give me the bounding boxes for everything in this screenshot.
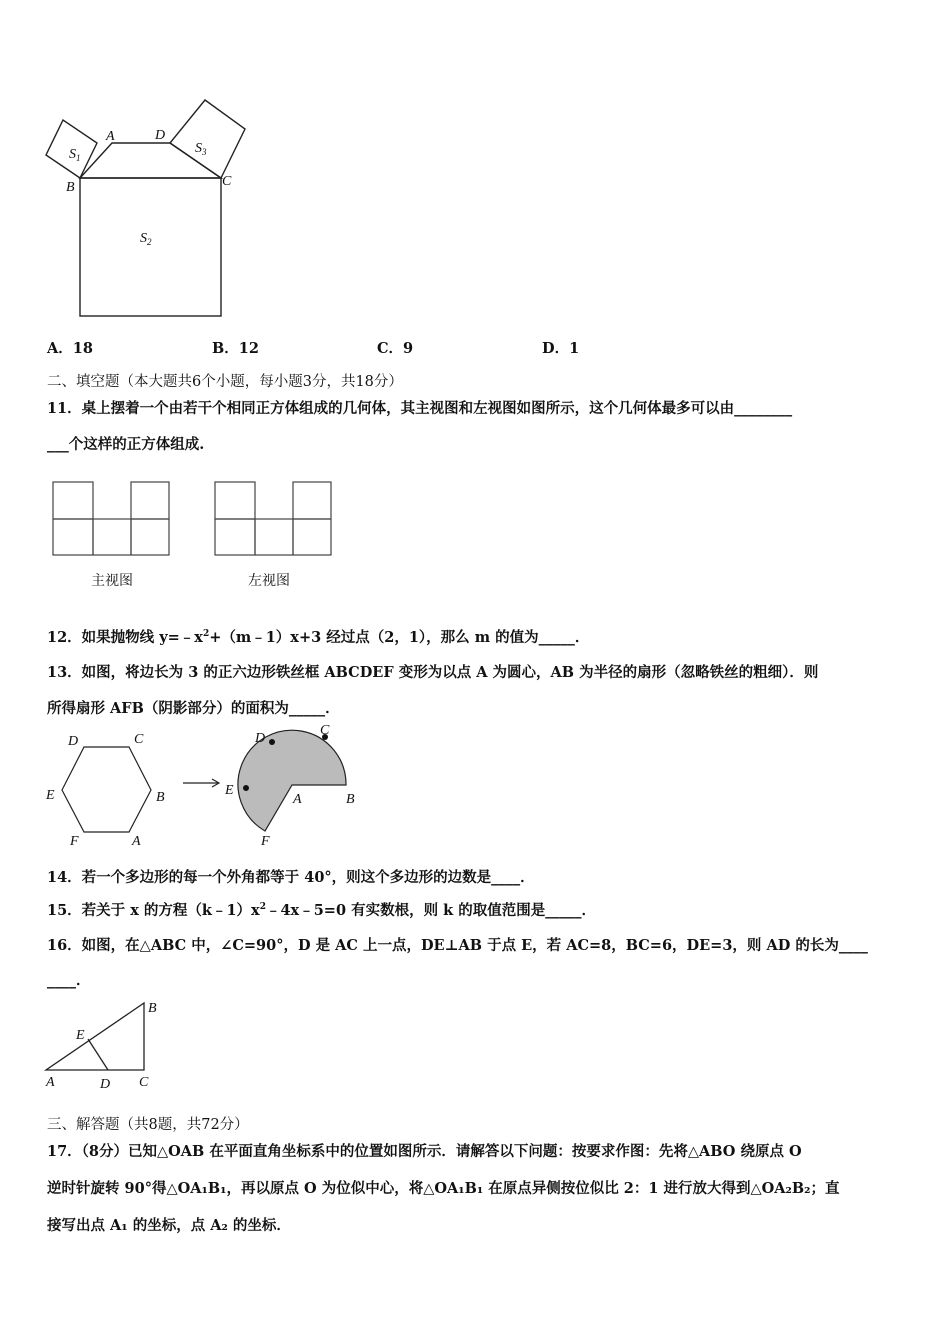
- svg-text:C: C: [320, 725, 330, 738]
- svg-text:C: C: [134, 732, 144, 747]
- segment-de: [88, 1039, 108, 1070]
- q10-option-c: C．9: [377, 340, 414, 357]
- svg-text:D: D: [100, 1077, 111, 1092]
- q16-line2: ____．: [47, 972, 91, 989]
- q10-option-a: A．18: [47, 340, 93, 357]
- svg-text:E: E: [76, 1028, 85, 1043]
- q10-option-b: B．12: [212, 340, 259, 357]
- caption-left-view: 左视图: [248, 574, 290, 589]
- label-B: B: [66, 180, 75, 195]
- svg-text:F: F: [70, 834, 79, 849]
- square-s2: [80, 178, 221, 316]
- triangle-abc: [46, 1003, 144, 1070]
- q11-line1: 11．桌上摆着一个由若干个相同正方体组成的几何体，其主视图和左视图如图所示，这个几何体最多可以由________: [47, 400, 793, 417]
- svg-text:A: A: [46, 1075, 55, 1090]
- svg-text:F: F: [261, 834, 270, 849]
- q13-line2: 所得扇形 AFB（阴影部分）的面积为_____．: [47, 700, 340, 717]
- label-A: A: [106, 129, 115, 144]
- q12-text: 12．如果抛物线 $y=﹣x^2+(m﹣1)x+3$ 经过点（2，1），那么 m 的值为_____．: [47, 629, 590, 646]
- q17-line3: 接写出点 A₁ 的坐标，点 A₂ 的坐标．: [47, 1217, 291, 1234]
- label-D: D: [155, 128, 166, 143]
- q17-line1: 17．（8分）已知△OAB 在平面直角坐标系中的位置如图所示．请解答以下问题：按要求作图：先将△ABO 绕原点 O: [47, 1143, 802, 1160]
- hexagon: [62, 747, 151, 832]
- q17-line2: 逆时针旋转 90°得△OA₁B₁，再以原点 O 为位似中心，将△OA₁B₁ 在原点异侧按位似比 2：1 进行放大得到△OA₂B₂；直: [47, 1180, 840, 1197]
- caption-main-view: 主视图: [91, 574, 133, 589]
- square-s3: [170, 100, 245, 178]
- label-S3: $S_3$: [195, 141, 207, 157]
- svg-text:D: D: [255, 731, 266, 746]
- q10-figure: [40, 95, 260, 325]
- svg-text:B: B: [156, 790, 165, 805]
- svg-text:E: E: [46, 788, 55, 803]
- svg-text:B: B: [148, 1001, 157, 1016]
- svg-text:C: C: [139, 1075, 149, 1090]
- section3-heading: 三、解答题（共8题，共72分）: [47, 1117, 249, 1133]
- q11-line2: ___个这样的正方体组成.: [47, 436, 205, 453]
- svg-text:A: A: [293, 792, 302, 807]
- svg-text:E: E: [225, 783, 234, 798]
- section2-heading: 二、填空题（本大题共6个小题，每小题3分，共18分）: [47, 374, 403, 390]
- q11-figure: [45, 475, 345, 595]
- label-C: C: [222, 174, 232, 189]
- svg-text:A: A: [132, 834, 141, 849]
- q16-figure: [40, 995, 170, 1095]
- svg-text:D: D: [68, 734, 79, 749]
- q13-line1: 13．如图，将边长为 3 的正六边形铁丝框 ABCDEF 变形为以点 A 为圆心，AB 为半径的扇形（忽略铁丝的粗细）．则: [47, 664, 819, 681]
- svg-text:B: B: [346, 792, 355, 807]
- q16-line1: 16．如图，在△ABC 中，∠C=90°，D 是 AC 上一点，DE⊥AB 于点 E，若 AC=8，BC=6，DE=3，则 AD 的长为____: [47, 937, 868, 954]
- q10-option-d: D．1: [542, 340, 580, 357]
- q13-figure: [40, 725, 360, 850]
- label-S1: $S_1$: [69, 147, 81, 163]
- q14-text: 14．若一个多边形的每一个外角都等于 40°，则这个多边形的边数是____．: [47, 869, 535, 886]
- label-S2: $S_2$: [140, 231, 152, 247]
- q15-text: 15．若关于 x 的方程$(k﹣1)x^2﹣4x﹣5=0$ 有实数根，则 k 的取值范围是_____．: [47, 902, 596, 919]
